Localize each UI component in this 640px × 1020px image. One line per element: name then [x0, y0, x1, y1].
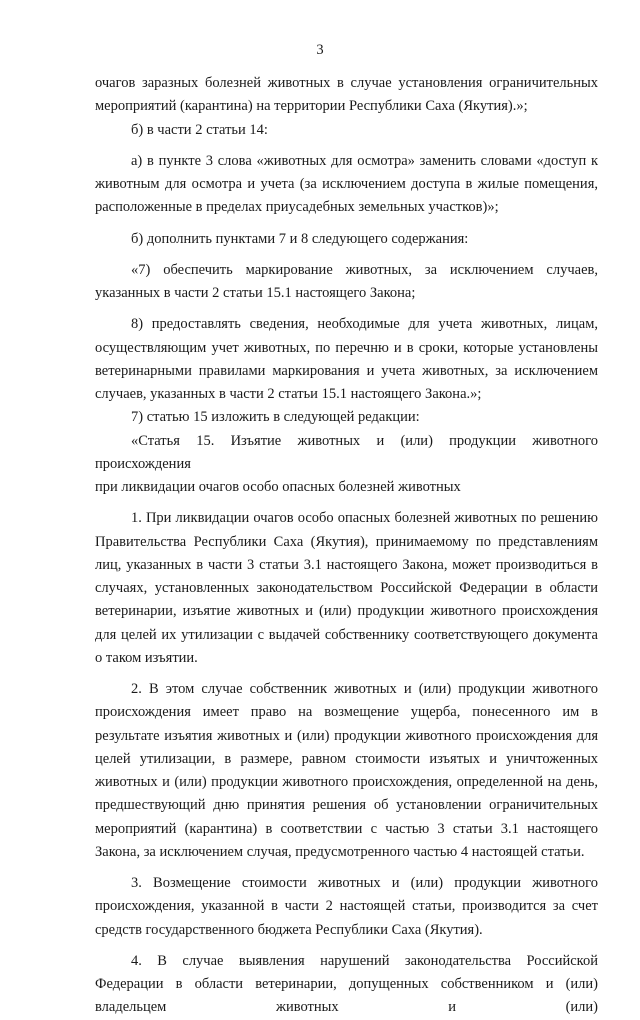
article-heading-line-2: при ликвидации очагов особо опасных болезней животных [95, 479, 461, 495]
paragraph-5: «7) обеспечить маркирование животных, за исключением случаев, указанных в части 2 статьи 15.1 настоящего Закона; [95, 261, 598, 301]
paragraph-6: 8) предоставлять сведения, необходимые для учета животных, лицам, осуществляющим учет животных, по перечню и в сроки, которые установлены ветеринарными правилами маркирования и учета животных, за исключением случаев, указанных в части 2 статьи 15.1 настоящего Закона.»; [95, 316, 598, 402]
paragraph-3: а) в пункте 3 слова «животных для осмотра» заменить словами «доступ к животным для осмотра и учета (за исключением доступа в жилые помещения, расположенные в пределах приусадебных земельных участков)»; [95, 152, 598, 216]
page-number: 3 [316, 42, 324, 58]
paragraph-2: б) в части 2 статьи 14: [131, 121, 268, 138]
paragraph-4: б) дополнить пунктами 7 и 8 следующего содержания: [131, 230, 469, 247]
paragraph-article-part-4: 4. В случае выявления нарушений законодательства Российской Федерации в области ветеринарии, допущенных собственником и (или) владельцем животных и (или) [95, 952, 598, 1016]
paragraph-1: очагов заразных болезней животных в случае установления ограничительных мероприятий (карантина) на территории Республики Саха (Якутия).»; [95, 75, 598, 115]
paragraph-article-part-1: 1. При ликвидации очагов особо опасных болезней животных по решению Правительства Республики Саха (Якутия), принимаемому по представлениям лиц, указанных в части 3 статьи 3.1 настоящего Закона, может производиться в случаях, установленных законодательством Российской Федерации в области ветеринарии, изъятие животных и (или) продукции животного происхождения для целей их утилизации с выдачей собственнику соответствующего документа о таком изъятии. [95, 510, 598, 666]
paragraph-7: 7) статью 15 изложить в следующей редакции: [131, 409, 420, 426]
article-heading-line-1: «Статья 15. Изъятие животных и (или) продукции животного происхождения [95, 432, 598, 472]
document-body [95, 72, 598, 1020]
paragraph-article-part-2: 2. В этом случае собственник животных и (или) продукции животного происхождения имеет право на возмещение ущерба, понесенного им в результате изъятия животных и (или) продукции животного происхождения для целей утилизации, в размере, равном стоимости изъятых и уничтоженных животных и (или) продукции животного происхождения, определенной на день, предшествующий дню принятия решения об установлении ограничительных мероприятий (карантина) в соответствии с частью 3 статьи 3.1 настоящего Закона, за исключением случая, предусмотренного частью 4 настоящей статьи. [95, 681, 598, 860]
paragraph-article-part-3: 3. Возмещение стоимости животных и (или) продукции животного происхождения, указанной в части 2 настоящей статьи, производится за счет средств государственного бюджета Республики Саха (Якутия). [95, 875, 598, 938]
